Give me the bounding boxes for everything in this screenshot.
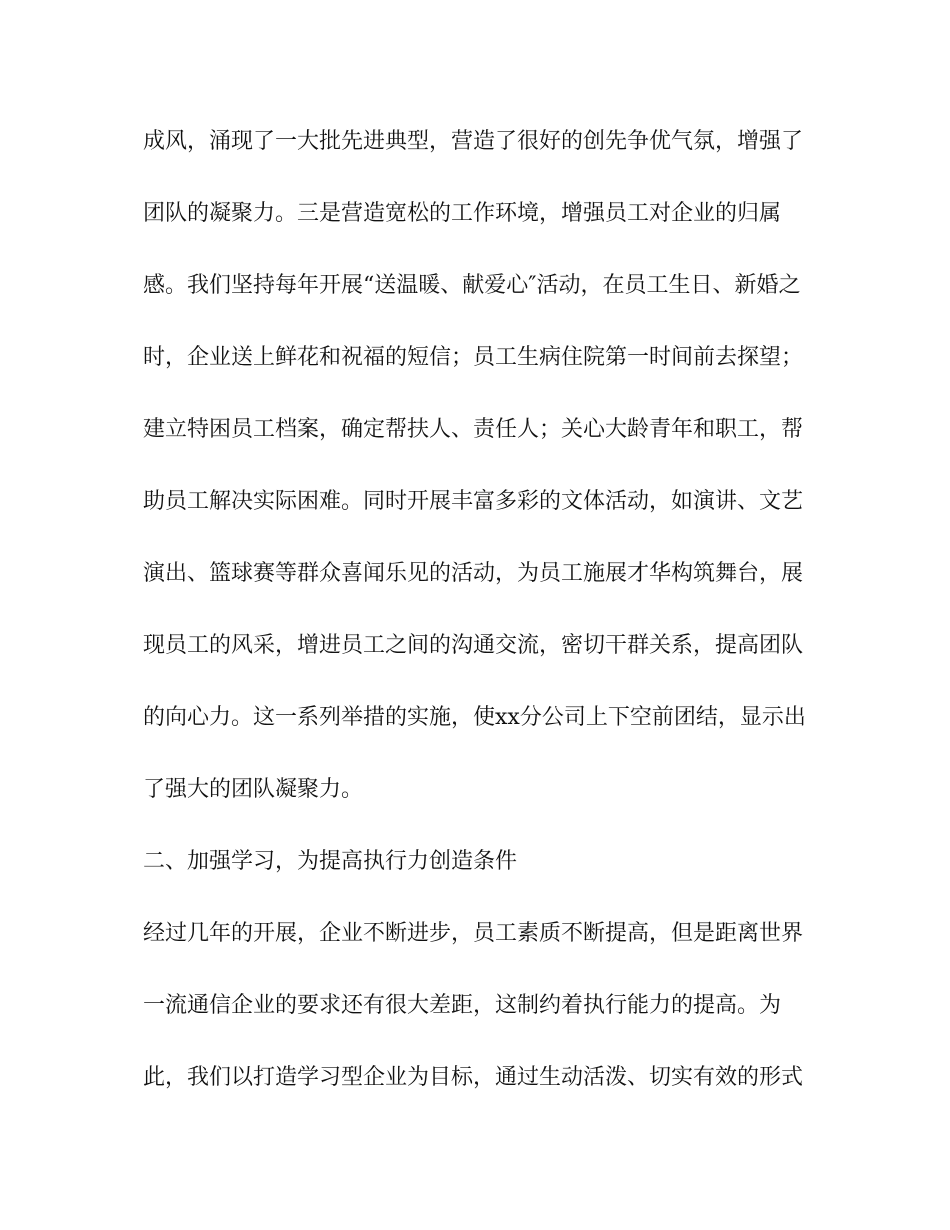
body-text-line: 团队的凝聚力。三是营造宽松的工作环境，增强员工对企业的归属 <box>143 201 782 226</box>
body-text-line: 一流通信企业的要求还有很大差距，这制约着执行能力的提高。为 <box>143 993 782 1018</box>
body-text-line: 此，我们以打造学习型企业为目标，通过生动活泼、切实有效的形式 <box>143 1065 804 1090</box>
body-text-line: 助员工解决实际困难。同时开展丰富多彩的文体活动，如演讲、文艺 <box>143 489 804 514</box>
body-text-line: 时，企业送上鲜花和祝福的短信；员工生病住院第一时间前去探望； <box>143 345 804 370</box>
body-text-line: 演出、篮球赛等群众喜闻乐见的活动，为员工施展才华构筑舞台，展 <box>143 561 804 586</box>
body-text-line: 成风，涌现了一大批先进典型，营造了很好的创先争优气氛，增强了 <box>143 129 804 154</box>
body-text-line: 的向心力。这一系列举措的实施，使xx分公司上下空前团结，显示出 <box>143 705 806 730</box>
body-text-line: 现员工的风采，增进员工之间的沟通交流，密切干群关系，提高团队 <box>143 633 804 658</box>
body-text-line: 感。我们坚持每年开展“送温暖、献爱心″活动，在员工生日、新婚之 <box>143 273 801 298</box>
body-text-line: 经过几年的开展，企业不断进步，员工素质不断提高，但是距离世界 <box>143 921 804 946</box>
body-text-line: 建立特困员工档案，确定帮扶人、责任人；关心大龄青年和职工，帮 <box>143 417 804 442</box>
body-text-line: 了强大的团队凝聚力。 <box>143 777 364 802</box>
section-heading: 二、加强学习，为提高执行力创造条件 <box>143 849 518 874</box>
